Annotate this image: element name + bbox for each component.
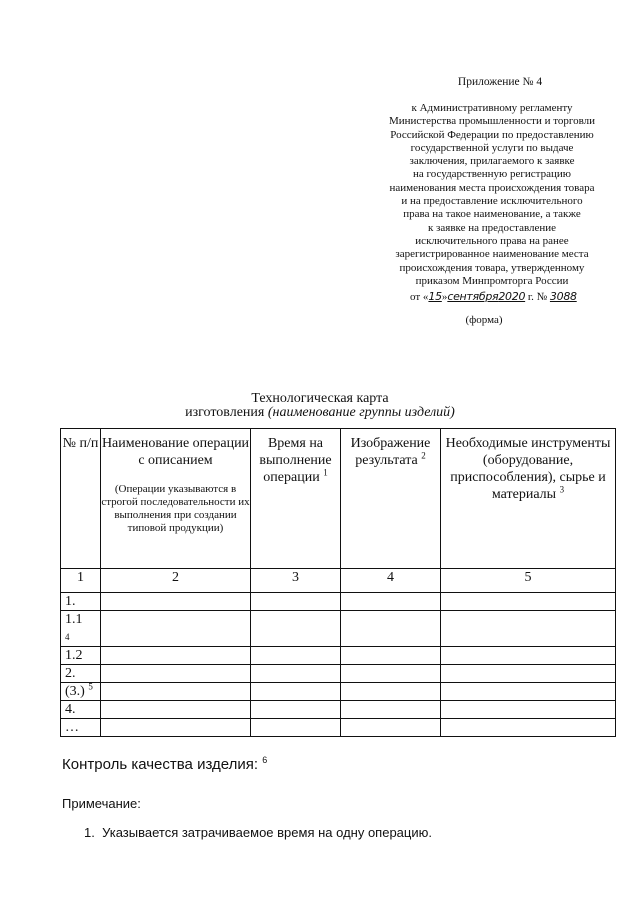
table-cell bbox=[251, 665, 341, 683]
header-cell bbox=[341, 429, 441, 569]
note-item: 1. Указывается затрачиваемое время на одну операцию. bbox=[84, 825, 432, 840]
table-cell bbox=[341, 683, 441, 701]
table-row bbox=[61, 719, 616, 737]
card-title: Технологическая карта bbox=[251, 391, 389, 406]
header-main: Время на выполнение операции bbox=[259, 436, 332, 485]
table-cell bbox=[341, 719, 441, 737]
appendix-line: к заявке на предоставление bbox=[427, 221, 557, 234]
row-label-text: 1.1 bbox=[65, 612, 83, 627]
table-cell bbox=[101, 647, 251, 665]
table-cell bbox=[441, 611, 616, 647]
table-cell bbox=[341, 593, 441, 611]
appendix-line: исключительного права на ранее bbox=[415, 234, 569, 247]
column-number: 4 bbox=[341, 569, 441, 593]
table-cell bbox=[341, 647, 441, 665]
table-row bbox=[61, 611, 616, 647]
table-cell bbox=[251, 593, 341, 611]
form-label: (форма) bbox=[465, 314, 503, 326]
appendix-line: заключения, прилагаемого к заявке bbox=[409, 155, 575, 168]
appendix-line: Министерства промышленности и торговли bbox=[388, 115, 596, 128]
table-cell bbox=[441, 683, 616, 701]
appendix-line: права на такое наименование, а также bbox=[403, 208, 581, 221]
notes-heading: Примечание: bbox=[62, 796, 141, 811]
table-row bbox=[61, 647, 616, 665]
table-cell bbox=[341, 701, 441, 719]
appendix-line: к Административному регламенту bbox=[411, 102, 573, 114]
quality-control-heading bbox=[62, 756, 267, 773]
order-date-number bbox=[410, 290, 610, 303]
subtitle-italic: (наименование группы изделий) bbox=[267, 405, 455, 420]
column-number: 5 bbox=[441, 569, 616, 593]
appendix-reference bbox=[368, 102, 616, 288]
row-label bbox=[61, 665, 101, 683]
order-day-handwritten: 15 bbox=[428, 290, 442, 303]
table-cell bbox=[101, 683, 251, 701]
table-row bbox=[61, 701, 616, 719]
appendix-line: Российской Федерации по предоставлению bbox=[390, 128, 594, 141]
table-header-row bbox=[61, 429, 616, 569]
appendix-line: государственной услуги по выдаче bbox=[410, 141, 574, 154]
table-cell bbox=[101, 719, 251, 737]
row-label bbox=[61, 683, 101, 701]
table-cell bbox=[251, 701, 341, 719]
order-month-handwritten: сентября bbox=[447, 290, 499, 303]
table-row bbox=[61, 683, 616, 701]
order-mid: » bbox=[441, 291, 448, 303]
footnote-ref: 6 bbox=[262, 755, 268, 765]
quality-control-text: Контроль качества изделия: bbox=[62, 756, 259, 773]
table-cell bbox=[251, 611, 341, 647]
card-subtitle bbox=[160, 405, 480, 421]
footnote-ref: 3 bbox=[559, 484, 565, 495]
order-year: 2020 bbox=[498, 290, 526, 303]
column-number: 3 bbox=[251, 569, 341, 593]
order-number-handwritten: 3088 bbox=[549, 290, 577, 303]
header-main: Изображение результата bbox=[350, 436, 431, 468]
header-cell bbox=[101, 429, 251, 569]
table-cell bbox=[101, 593, 251, 611]
row-label bbox=[61, 647, 101, 665]
header-cell bbox=[61, 429, 101, 569]
header-main: № п/п bbox=[62, 436, 99, 451]
table-cell bbox=[101, 701, 251, 719]
appendix-line: приказом Минпромторга России bbox=[415, 274, 569, 287]
header-main: Необходимые инструменты (оборудование, приспособления), сырье и материалы bbox=[445, 436, 611, 502]
header-cell bbox=[441, 429, 616, 569]
column-number-row bbox=[61, 569, 616, 593]
appendix-line: и на предоставление исключительного bbox=[401, 195, 583, 208]
appendix-line: наименования места происхождения товара bbox=[389, 181, 595, 194]
row-label-text: (3.) bbox=[65, 684, 85, 699]
table-cell bbox=[341, 611, 441, 647]
header-note: (Операции указываются в строгой последовательности их выполнения при создании типовой продукции) bbox=[101, 483, 250, 534]
row-label bbox=[61, 611, 101, 647]
footnote-ref: 5 bbox=[88, 681, 93, 692]
row-label bbox=[61, 719, 101, 737]
table-cell bbox=[441, 647, 616, 665]
row-label-text: 1.2 bbox=[65, 648, 83, 663]
table-cell bbox=[441, 719, 616, 737]
table-row bbox=[61, 665, 616, 683]
subtitle-prefix: изготовления bbox=[185, 405, 268, 420]
footnote-ref: 4 bbox=[65, 632, 70, 642]
order-prefix: от « bbox=[410, 291, 429, 303]
table-cell bbox=[441, 593, 616, 611]
appendix-line: происхождения товара, утвержденному bbox=[399, 261, 585, 274]
footnote-ref: 1 bbox=[323, 467, 328, 478]
table-cell bbox=[441, 701, 616, 719]
table-cell bbox=[441, 665, 616, 683]
header-main: Наименование операции с описанием bbox=[101, 436, 250, 468]
header-cell bbox=[251, 429, 341, 569]
table-cell bbox=[341, 665, 441, 683]
appendix-line: на государственную регистрацию bbox=[413, 168, 571, 181]
appendix-number: Приложение № 4 bbox=[457, 76, 543, 88]
order-suffix: г. № bbox=[525, 291, 550, 303]
row-label-text: 4. bbox=[65, 702, 76, 717]
appendix-line: зарегистрированное наименование места bbox=[395, 248, 589, 261]
row-label-text: 1. bbox=[65, 594, 76, 609]
footnote-ref: 2 bbox=[421, 450, 426, 461]
table-cell bbox=[101, 665, 251, 683]
row-label-text: 2. bbox=[65, 666, 76, 681]
table-cell bbox=[251, 719, 341, 737]
row-label-text: … bbox=[65, 720, 79, 735]
row-label bbox=[61, 701, 101, 719]
technological-card-table bbox=[60, 428, 616, 737]
row-label bbox=[61, 593, 101, 611]
column-number: 2 bbox=[101, 569, 251, 593]
table-row bbox=[61, 593, 616, 611]
column-number: 1 bbox=[61, 569, 101, 593]
table-cell bbox=[251, 683, 341, 701]
table-cell bbox=[251, 647, 341, 665]
table-cell bbox=[101, 611, 251, 647]
